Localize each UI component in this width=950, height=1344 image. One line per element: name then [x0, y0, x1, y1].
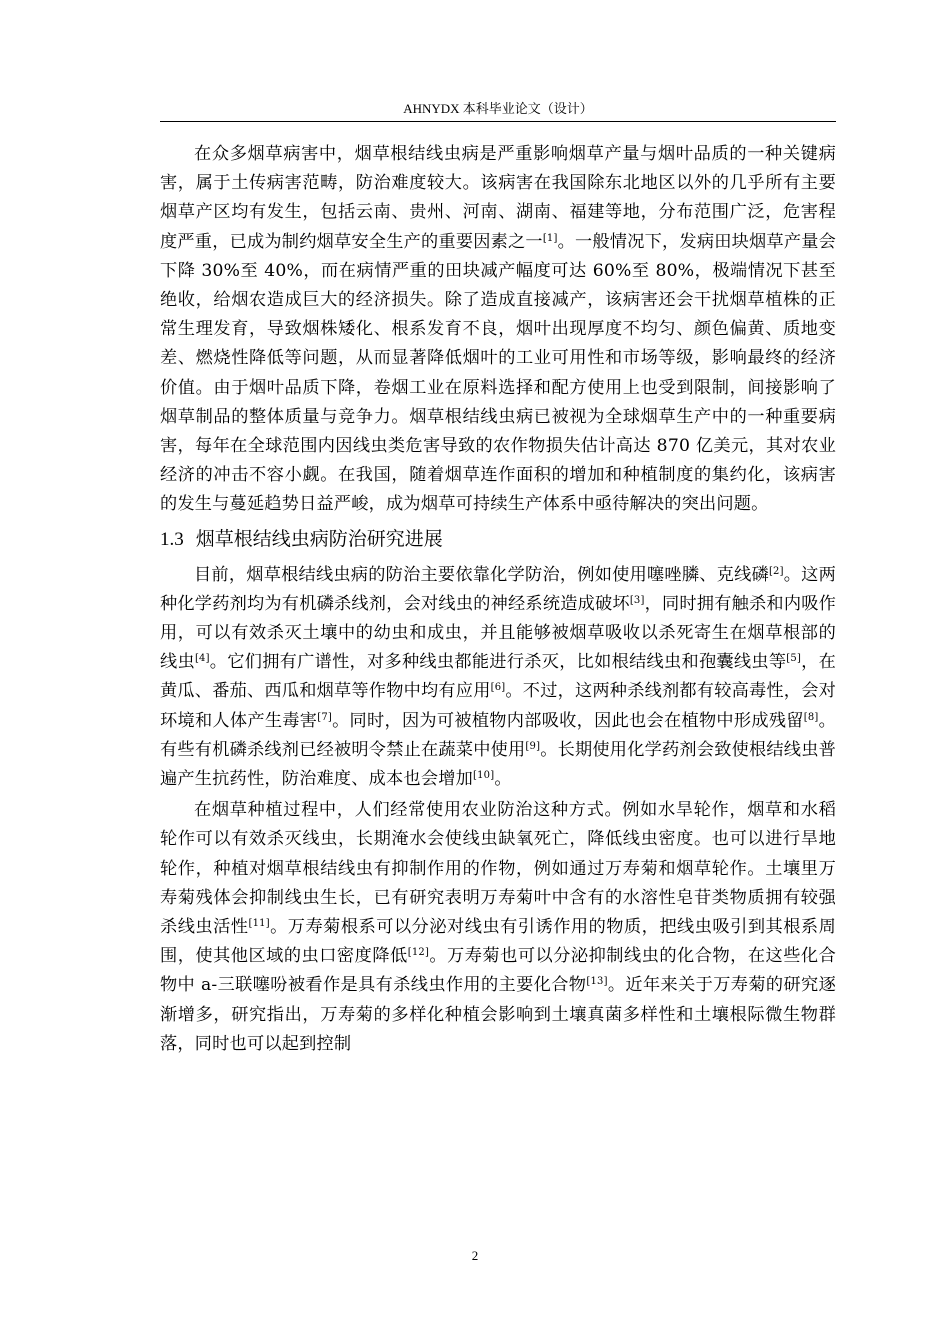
paragraph-text: 。它们拥有广谱性，对多种线虫都能进行杀灭，比如根结线虫和孢囊线虫等	[209, 652, 787, 673]
paragraph-text: 。一般情况下，发病田块烟草产量会下降 30%至 40%，而在病情严重的田块减产幅度可达 60%至 80%，极端情况下甚至绝收，给烟农造成巨大的经济损失。除了造成直接减产，该病害还会干扰烟草植株的正常生理发育，导致烟株矮化、根系发育不良，烟叶出现厚度不均匀、颜色偏黄、质地变差、燃烧性降低等问题，从而显著降低烟叶的工业可用性和市场等级，影响最终的经济价值。由于烟叶品质下降，卷烟工业在原料选择和配方使用上也受到限制，间接影响了烟草制品的整体质量与竞争力。烟草根结线虫病已被视为全球烟草生产中的一种重要病害，每年在全球范围内因线虫类危害导致的农作物损失估计高达 870 亿美元，其对农业经济的冲击不容小觑。在我国，随着烟草连作面积的增加和种植制度的集约化，该病害的发生与蔓延趋势日益严峻，成为烟草可持续生产体系中亟待解决的突出问题。	[160, 231, 837, 515]
paragraph-text: 。近年来关于万寿菊的研究逐渐增多，研究指出，万寿菊的多样化种植会影响到土壤真菌多样性和土壤根际微生物群落，同时也可以起到控制	[160, 975, 836, 1054]
header-rule	[160, 121, 836, 122]
citation-ref: [4]	[194, 653, 210, 665]
citation-ref: [11]	[248, 918, 270, 930]
citation-ref: [9]	[525, 740, 541, 752]
citation-ref: [8]	[803, 711, 819, 723]
document-body	[160, 140, 836, 1059]
paragraph-text: 目前，烟草根结线虫病的防治主要依靠化学防治，例如使用噻唑膦、克线磷	[194, 564, 769, 585]
citation-ref: [1]	[542, 232, 558, 244]
paragraph-text: ，同时拥有触杀和内吸作用，可以有效杀灭土壤中的幼虫和成虫，并且能够被烟草吸收以杀死寄生在烟草根部的线虫	[160, 593, 837, 673]
citation-ref: [12]	[407, 947, 430, 959]
paragraph-text: 。万寿菊也可以分泌抑制线虫的化合物，在这些化合物中 a-三联噻吩被看作是具有杀线虫作用的主要化合物	[160, 946, 836, 996]
paragraph-text: ，在黄瓜、番茄、西瓜和烟草等作物中均有应用	[160, 652, 837, 702]
citation-ref: [6]	[490, 682, 506, 694]
section-number: 1.3	[160, 528, 184, 550]
section-title: 烟草根结线虫病防治研究进展	[195, 527, 443, 550]
paragraph-agricultural-control	[160, 796, 836, 1059]
paragraph-text: 。同时，因为可被植物内部吸收，因此也会在植物中形成残留	[332, 710, 804, 731]
section-heading	[160, 524, 836, 555]
paragraph-text: 。万寿菊根系可以分泌对线虫有引诱作用的物质，把线虫吸引到其根系周围，使其他区域的虫口密度降低	[160, 917, 836, 967]
page-number: 2	[471, 1248, 479, 1263]
paragraph-nematode-damage	[160, 140, 836, 520]
citation-ref: [2]	[768, 565, 784, 577]
citation-ref: [13]	[586, 976, 608, 988]
paragraph-text: 。这两种化学药剂均为有机磷杀线剂，会对线虫的神经系统造成破坏	[160, 564, 836, 614]
paragraph-text: 。长期使用化学药剂会致使根结线虫普遍产生抗药性，防治难度、成本也会增加	[160, 739, 837, 790]
paragraph-text: 在众多烟草病害中，烟草根结线虫病是严重影响烟草产量与烟叶品质的一种关键病害，属于土传病害范畴，防治难度较大。该病害在我国除东北地区以外的几乎所有主要烟草产区均有发生，包括云南、贵州、河南、湖南、福建等地，分布范围广泛，危害程度严重，已成为制约烟草安全生产的重要因素之一	[160, 144, 836, 252]
paragraph-text: 在烟草种植过程中，人们经常使用农业防治这种方式。例如水旱轮作，烟草和水稻轮作可以有效杀灭线虫，长期淹水会使线虫缺氧死亡，降低线虫密度。也可以进行旱地轮作，种植对烟草根结线虫有抑制作用的作物，例如通过万寿菊和烟草轮作。土壤里万寿菊残体会抑制线虫生长，已有研究表明万寿菊叶中含有的水溶性皂苷类物质拥有较强杀线虫活性	[160, 800, 836, 938]
paragraph-chemical-control	[160, 561, 836, 795]
citation-ref: [7]	[317, 711, 332, 723]
paragraph-text: 。	[494, 769, 512, 790]
citation-ref: [5]	[786, 653, 802, 665]
paragraph-text: 。有些有机磷杀线剂已经被明令禁止在蔬菜中使用	[160, 710, 837, 760]
citation-ref: [10]	[472, 770, 495, 782]
running-header: AHNYDX 本科毕业论文（设计）	[403, 101, 593, 116]
paragraph-text: 。不过，这两种杀线剂都有较高毒性，会对环境和人体产生毒害	[160, 681, 836, 731]
citation-ref: [3]	[629, 594, 645, 606]
